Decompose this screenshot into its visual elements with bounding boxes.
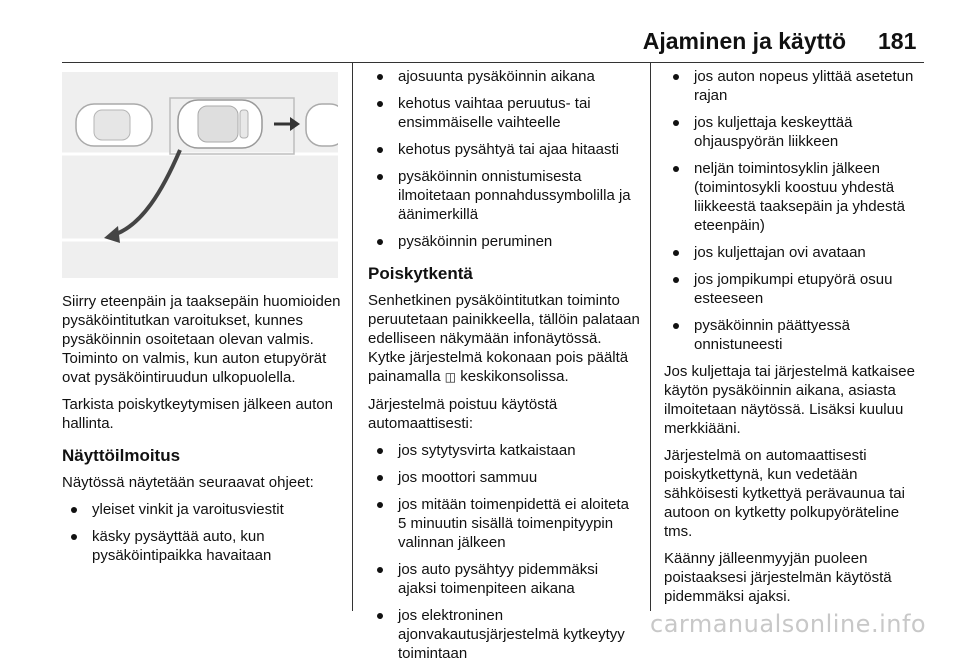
column-divider-1 bbox=[352, 63, 353, 611]
list-item: pysäköinnin onnistumisesta ilmoitetaan ponnahdussymbolilla ja äänimerkillä bbox=[368, 167, 640, 224]
reverse-path-arrow-icon bbox=[104, 150, 180, 243]
list-display-instructions bbox=[62, 500, 344, 565]
paragraph-display-intro: Näytössä näytetään seuraavat ohjeet: bbox=[62, 474, 314, 491]
parked-car-left-icon bbox=[76, 104, 152, 146]
list-item: ajosuunta pysäköinnin aikana bbox=[368, 67, 640, 86]
parked-car-right-icon bbox=[306, 104, 338, 146]
column-3 bbox=[664, 67, 926, 614]
parking-button-icon: ◫ bbox=[444, 370, 457, 384]
switch-off-text-end: keskikonsolissa. bbox=[460, 368, 569, 385]
list-item: käsky pysäyttää auto, kun pysäköintipaikka havaitaan bbox=[62, 527, 344, 565]
column-1 bbox=[62, 292, 344, 573]
column-divider-2 bbox=[650, 63, 651, 611]
list-item: kehotus vaihtaa peruutus- tai ensimmäiselle vaihteelle bbox=[368, 94, 640, 132]
list-item: kehotus pysähtyä tai ajaa hitaasti bbox=[368, 140, 640, 159]
list-item: jos mitään toimenpidettä ei aloiteta 5 minuutin sisällä toimenpityypin valinnan jälkeen bbox=[368, 495, 640, 552]
column-2 bbox=[368, 67, 640, 671]
paragraph-drive-instructions: Siirry eteenpäin ja taaksepäin huomioiden pysäköintitutkan varoitukset, kunnes pysäköinnin osoitetaan olevan valmis. Toiminto on valmis, kun auton etupyörät ovat pysäköintiruudun ulkopuolella. bbox=[62, 293, 341, 386]
list-item: jos elektroninen ajonvakautusjärjestelmä kytkeytyy toimintaan bbox=[368, 606, 640, 663]
forward-arrow-icon bbox=[274, 117, 300, 131]
list-item: jos kuljettaja keskeyttää ohjauspyörän liikkeen bbox=[664, 113, 926, 151]
paragraph-dealer: Käänny jälleenmyyjän puoleen poistaaksesi järjestelmän käytöstä pidemmäksi ajaksi. bbox=[664, 550, 892, 605]
paragraph-auto-disable: Järjestelmä poistuu käytöstä automaattisesti: bbox=[368, 396, 558, 432]
parking-diagram bbox=[62, 72, 338, 278]
paragraph-trailer: Järjestelmä on automaattisesti poiskytkettynä, kun vedetään sähköisesti kytkettyä perävaunua tai autoon on kytketty polkupyöräteline tms. bbox=[664, 447, 905, 540]
list-item: yleiset vinkit ja varoitusviestit bbox=[62, 500, 344, 519]
paragraph-switch-off bbox=[368, 291, 640, 387]
switch-off-text: Senhetkinen pysäköintitutkan toiminto peruutetaan painikkeella, tällöin palataan edelliseen näkymään infonäytössä. Kytke järjestelmä kokonaan pois päältä painamalla bbox=[368, 292, 640, 385]
heading-switch-off: Poiskytkentä bbox=[368, 264, 473, 283]
page-number: 181 bbox=[878, 28, 917, 54]
list-item: jos auto pysähtyy pidemmäksi ajaksi toimenpiteen aikana bbox=[368, 560, 640, 598]
list-display-instructions-continued bbox=[368, 67, 640, 251]
list-auto-disable-conditions bbox=[368, 441, 640, 663]
list-item: jos auton nopeus ylittää asetetun rajan bbox=[664, 67, 926, 105]
paragraph-interruption: Jos kuljettaja tai järjestelmä katkaisee käytön pysäköinnin aikana, asiasta ilmoitetaan näytössä. Lisäksi kuuluu merkkiääni. bbox=[664, 363, 915, 437]
header-rule bbox=[62, 62, 924, 63]
list-auto-disable-conditions-continued bbox=[664, 67, 926, 354]
list-item: pysäköinnin päättyessä onnistuneesti bbox=[664, 316, 926, 354]
running-header-title: Ajaminen ja käyttö bbox=[642, 28, 846, 54]
list-item: jos moottori sammuu bbox=[368, 468, 640, 487]
list-item: neljän toimintosyklin jälkeen (toimintosykli koostuu yhdestä liikkeestä taaksepäin ja yhdestä eteenpäin) bbox=[664, 159, 926, 235]
list-item: pysäköinnin peruminen bbox=[368, 232, 640, 251]
paragraph-check-control: Tarkista poiskytkeytymisen jälkeen auton hallinta. bbox=[62, 396, 333, 432]
watermark-logo: carmanualsonline.info bbox=[650, 610, 927, 638]
heading-display-notifications: Näyttöilmoitus bbox=[62, 446, 181, 465]
list-item: jos jompikumpi etupyörä osuu esteeseen bbox=[664, 270, 926, 308]
parking-illustration bbox=[62, 72, 338, 278]
maneuvering-car-icon bbox=[178, 100, 262, 148]
list-item: jos sytytysvirta katkaistaan bbox=[368, 441, 640, 460]
list-item: jos kuljettajan ovi avataan bbox=[664, 243, 926, 262]
